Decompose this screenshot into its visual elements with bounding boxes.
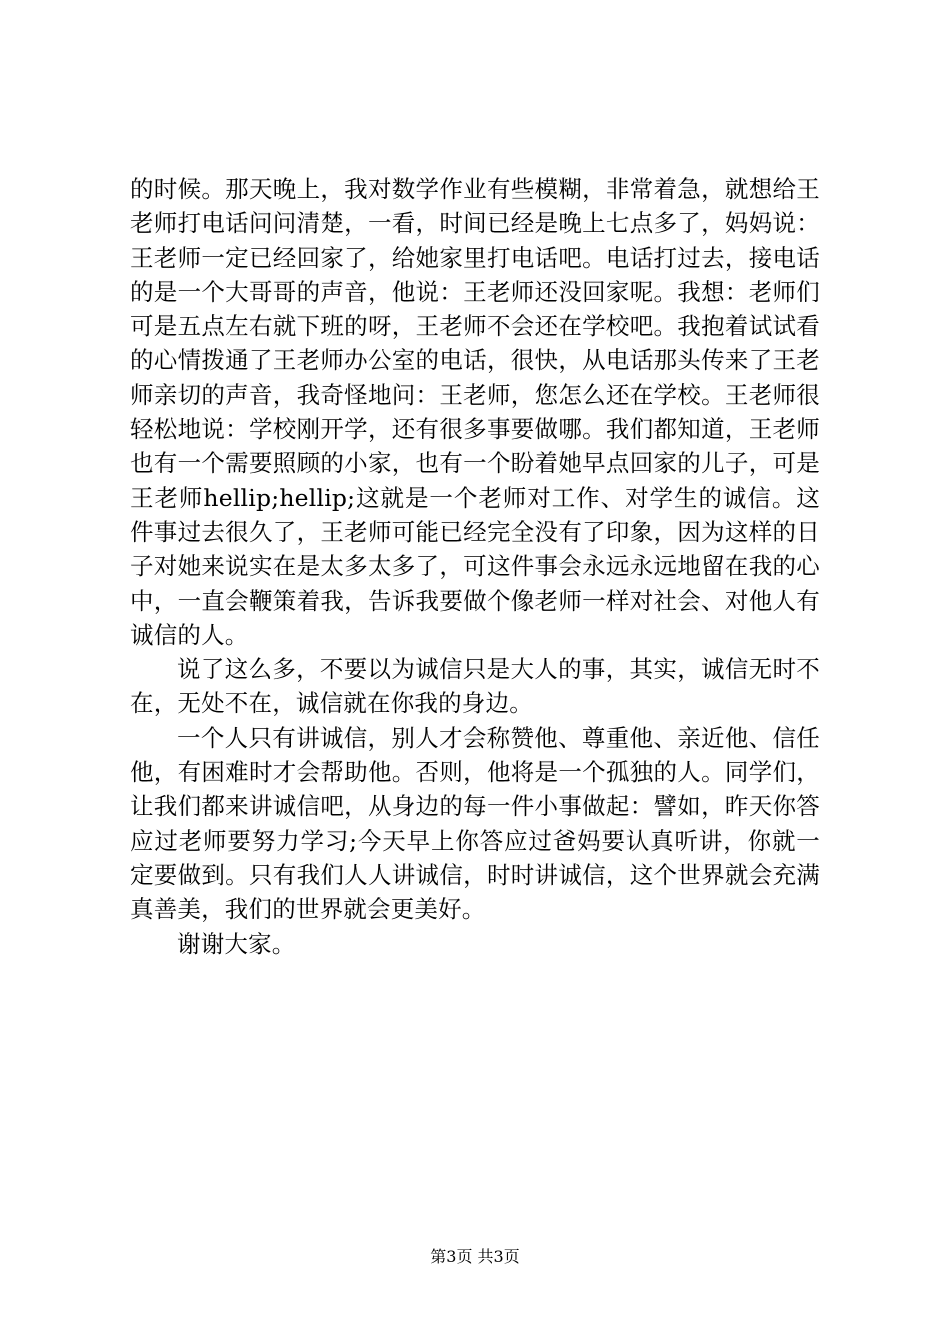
- paragraph-honesty-everywhere: 说了这么多，不要以为诚信只是大人的事，其实，诚信无时不在，无处不在，诚信就在你我的身边。: [130, 655, 820, 718]
- paragraph-continuation: 的时候。那天晚上，我对数学作业有些模糊，非常着急，就想给王老师打电话问问清楚，一看，时间已经是晚上七点多了，妈妈说：王老师一定已经回家了，给她家里打电话吧。电话打过去，接电话的是一个大哥哥的声音，他说：王老师还没回家呢。我想：老师们可是五点左右就下班的呀，王老师不会还在学校吧。我抱着试试看的心情拨通了王老师办公室的电话，很快，从电话那头传来了王老师亲切的声音，我奇怪地问：王老师，您怎么还在学校。王老师很轻松地说：学校刚开学，还有很多事要做哪。我们都知道，王老师也有一个需要照顾的小家，也有一个盼着她早点回家的儿子，可是王老师hellip;hellip;这就是一个老师对工作、对学生的诚信。这件事过去很久了，王老师可能已经完全没有了印象，因为这样的日子对她来说实在是太多太多了，可这件事会永远永远地留在我的心中，一直会鞭策着我，告诉我要做个像老师一样对社会、对他人有诚信的人。: [130, 175, 820, 649]
- paragraph-call-to-action: 一个人只有讲诚信，别人才会称赞他、尊重他、亲近他、信任他，有困难时才会帮助他。否则，他将是一个孤独的人。同学们，让我们都来讲诚信吧，从身边的每一件小事做起：譬如，昨天你答应过老师要努力学习;今天早上你答应过爸妈要认真听讲，你就一定要做到。只有我们人人讲诚信，时时讲诚信，这个世界就会充满真善美，我们的世界就会更美好。: [130, 723, 820, 924]
- paragraph-thanks: 谢谢大家。: [177, 929, 296, 958]
- document-body: [130, 172, 820, 961]
- page-footer: 第3页 共3页: [430, 1247, 520, 1266]
